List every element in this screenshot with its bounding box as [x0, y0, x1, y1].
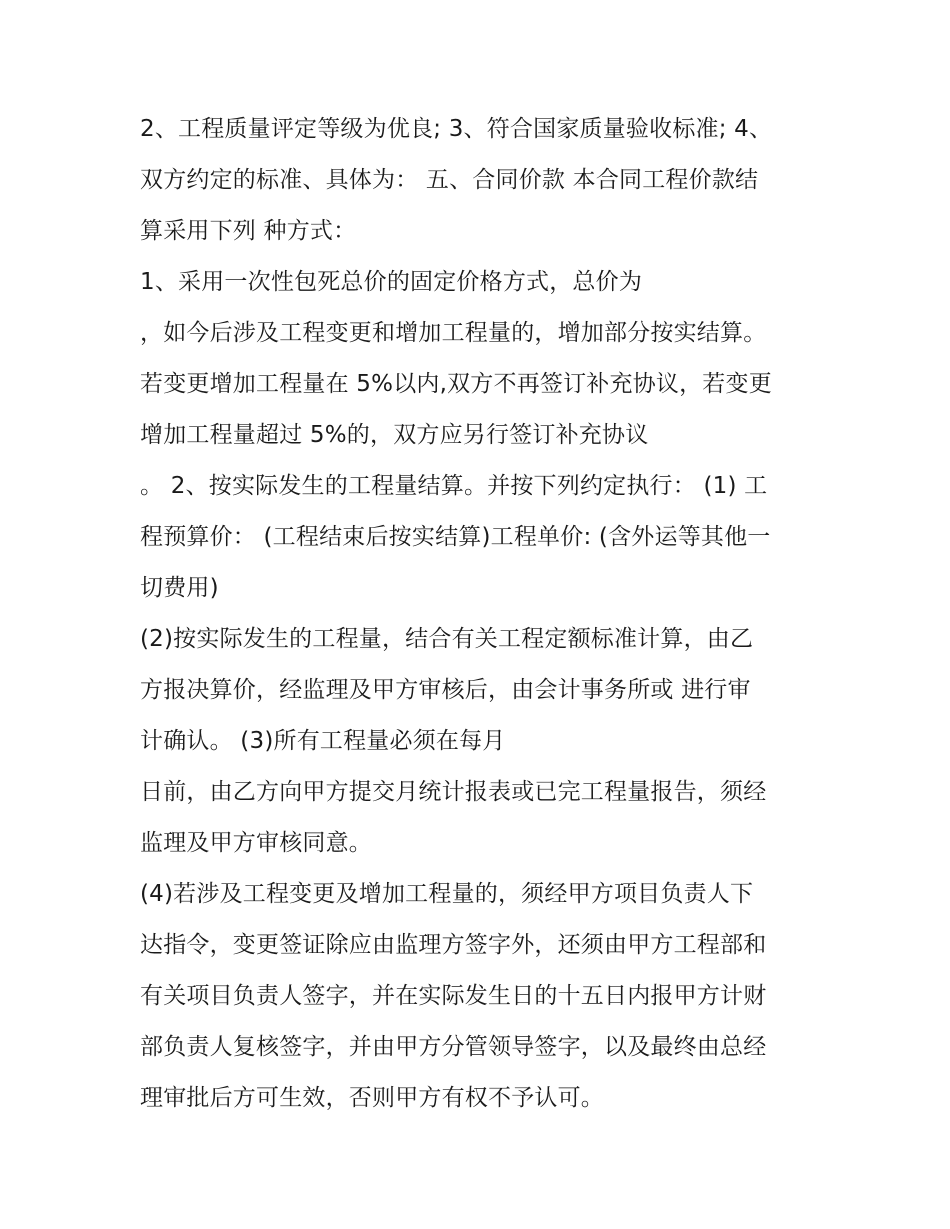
paragraph-line: (2)按实际发生的工程量，结合有关工程定额标准计算，由乙 — [140, 626, 754, 652]
paragraph-line: 。 2、按实际发生的工程量结算。并按下列约定执行： (1) 工 — [140, 473, 768, 499]
paragraph-line: 算采用下列 种方式： — [140, 218, 357, 244]
paragraph-line: 双方约定的标准、具体为： 五、合同价款 本合同工程价款结 — [140, 167, 759, 193]
paragraph-line: 切费用) — [140, 575, 219, 601]
paragraph-line: 2、工程质量评定等级为优良; 3、符合国家质量验收标准; 4、 — [140, 116, 773, 142]
paragraph-line: (4)若涉及工程变更及增加工程量的，须经甲方项目负责人下 — [140, 881, 754, 907]
paragraph-line: 方报决算价，经监理及甲方审核后，由会计事务所或 进行审 — [140, 677, 751, 703]
paragraph-line: 日前，由乙方向甲方提交月统计报表或已完工程量报告，须经 — [140, 779, 767, 805]
paragraph-line: 部负责人复核签字，并由甲方分管领导签字，以及最终由总经 — [140, 1034, 767, 1060]
paragraph-line: 达指令，变更签证除应由监理方签字外，还须由甲方工程部和 — [140, 932, 767, 958]
paragraph-line: 增加工程量超过 5%的，双方应另行签订补充协议 — [140, 422, 649, 448]
paragraph-line: 程预算价： (工程结束后按实结算)工程单价: (含外运等其他一 — [140, 524, 771, 550]
paragraph-line: 1、采用一次性包死总价的固定价格方式，总价为 — [140, 269, 643, 295]
paragraph-line: ，如今后涉及工程变更和增加工程量的，增加部分按实结算。 — [140, 320, 767, 346]
paragraph-line: 若变更增加工程量在 5%以内,双方不再签订补充协议，若变更 — [140, 371, 772, 397]
paragraph-line: 监理及甲方审核同意。 — [140, 830, 372, 856]
paragraph-line: 理审批后方可生效，否则甲方有权不予认可。 — [140, 1085, 604, 1111]
paragraph-line: 有关项目负责人签字，并在实际发生日的十五日内报甲方计财 — [140, 983, 767, 1009]
paragraph-line: 计确认。 (3)所有工程量必须在每月 — [140, 728, 506, 754]
